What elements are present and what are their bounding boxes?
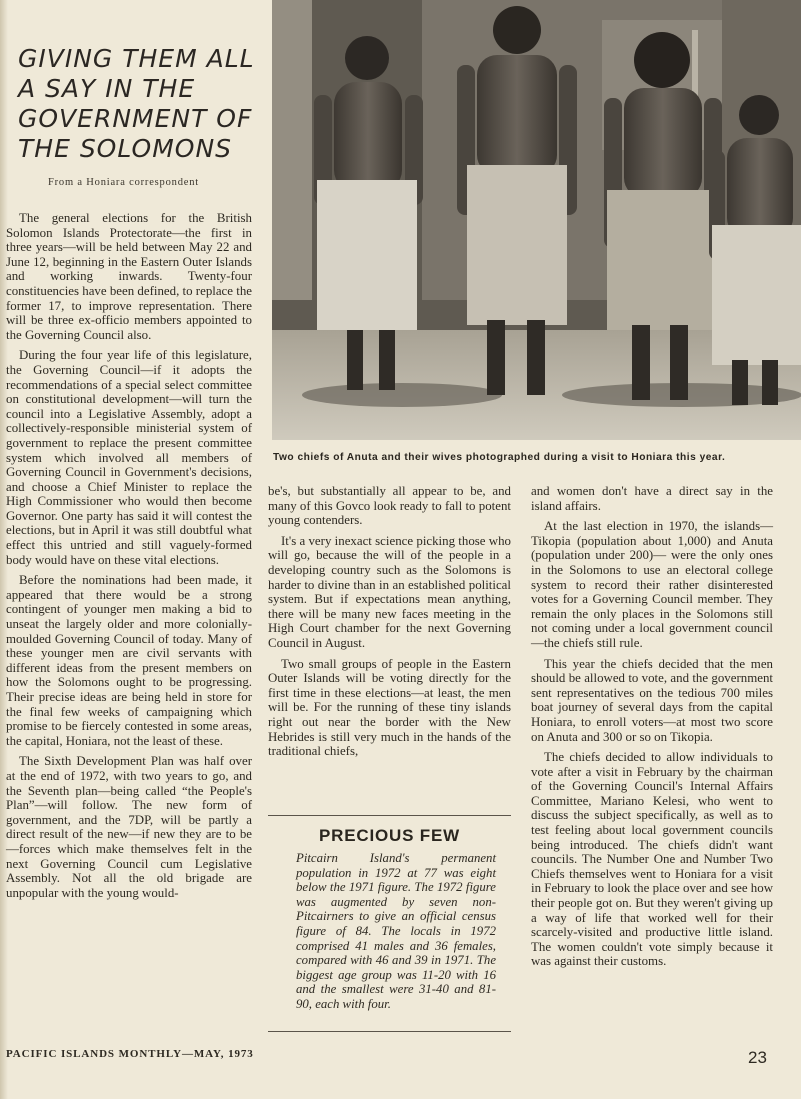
- photo-caption: Two chiefs of Anuta and their wives photographed during a visit to Honiara this year.: [273, 452, 726, 463]
- sidebar-rule-top: [268, 815, 511, 816]
- publication-footer: PACIFIC ISLANDS MONTHLY—MAY, 1973: [6, 1048, 254, 1060]
- paragraph: At the last election in 1970, the islands—Tikopia (population about 1,000) and Anuta (population under 200)— were the only ones in the Solomons to use an electoral college system to record their rather disinterested votes for a Governing Council member. They remain the only places in the Solomons still not coming under a local government council—the chiefs still rule.: [531, 519, 773, 650]
- article-byline: From a Honiara correspondent: [48, 177, 199, 188]
- page-number: 23: [748, 1048, 767, 1067]
- paragraph: The Sixth Development Plan was half over at the end of 1972, with two years to go, and the Seventh plan—being called “the People's Plan”—will follow. The new form of government, and the 7DP, will be partly a direct result of the new—if new they are to be—forces which make themselves felt in the next Governing Council cum Legislative Assembly. Not all the old brigade are unpopular with the young would-: [6, 754, 252, 900]
- paragraph: Before the nominations had been made, it appeared that there would be a strong contingent of younger men making a bid to unseat the largely older and more colonially-moulded Governing Council of today. Many of these younger men are civil servants with different ideas from the present members on how the Solomons ought to be progressing. Their precise ideas are being held in store for the final few weeks of campaigning which promise to be fiercely contested in some areas, the capital, Honiara, not the least of these.: [6, 573, 252, 748]
- paragraph: During the four year life of this legislature, the Governing Council—if it adopts the recommendations of a special select committee on constitutional development—will turn the council into a Legislative Assembly, adopt a collectively-responsible ministerial system of government to replace the present committee system which involved all members of Governing Council in Government's decisions, and choose a Chief Minister to replace the High Commissioner who would then become Governor. One party has said it will contest the elections, but in April it was still doubtful what effect this untried and still vaguely-formed body would have on these vital elections.: [6, 348, 252, 567]
- paragraph: It's a very inexact science picking those who will go, because the will of the people in a developing country such as the Solomons is harder to divine than in an established political system. But if expectations mean anything, there will be many new faces meeting in the High Court chamber for the next Governing Council in August.: [268, 533, 511, 650]
- article-column-2: [268, 484, 511, 759]
- sidebar-title: PRECIOUS FEW: [319, 826, 460, 845]
- paragraph: be's, but substantially all appear to be, and many of this Govco look ready to fall to potent young contenders.: [268, 484, 511, 528]
- paragraph: The chiefs decided to allow individuals to vote after a visit in February by the chairman of the Governing Council's Internal Affairs Committee, Mariano Kelesi, who went to discuss the subject specifically, as well as to test feeling about local government councils being introduced. The chiefs didn't want councils. The Number One and Number Two Chiefs themselves went to Honiara for a visit in February to look the place over and see how their people got on. But they weren't giving up a way of life that worked well for their scarcely-visited and productive little island. The women couldn't vote simply because it was against their customs.: [531, 750, 773, 969]
- paragraph: The general elections for the British Solomon Islands Protectorate—the first in three years—will be held between May 22 and June 12, beginning in the Eastern Outer Islands and working inwards. Twenty-four constituencies have been defined, to replace the former 17, to improve representation. There will be three ex-officio members appointed to the Governing Council also.: [6, 211, 252, 342]
- article-headline: GIVING THEM ALL A SAY IN THE GOVERNMENT OF THE SOLOMONS: [18, 44, 255, 163]
- paragraph: This year the chiefs decided that the men should be allowed to vote, and the government sent representatives on the tedious 700 miles boat journey of several days from the capital Honiara, to enroll voters—at most two score on Anuta and 300 or so on Tikopia.: [531, 656, 773, 744]
- paragraph: Two small groups of people in the Eastern Outer Islands will be voting directly for the first time in these elections—at least, the men will be. For the running of these tiny islands right out near the border with the New Hebrides is still very much in the hands of the traditional chiefs,: [268, 656, 511, 759]
- article-photo: [272, 0, 801, 440]
- paragraph: and women don't have a direct say in the island affairs.: [531, 484, 773, 513]
- sidebar-rule-bottom: [268, 1031, 511, 1032]
- article-column-1: [6, 211, 252, 900]
- article-column-3: [531, 484, 773, 969]
- sidebar-text: Pitcairn Island's permanent population in 1972 at 77 was eight below the 1971 figure. The 1972 figure was augmented by seven non-Pitcairners to give an official census figure of 84. The locals in 1972 comprised 41 males and 36 females, compared with 46 and 39 in 1971. The biggest age group was 11-20 with 16 and the smallest were 31-40 and 81-90, each with four.: [296, 851, 496, 1011]
